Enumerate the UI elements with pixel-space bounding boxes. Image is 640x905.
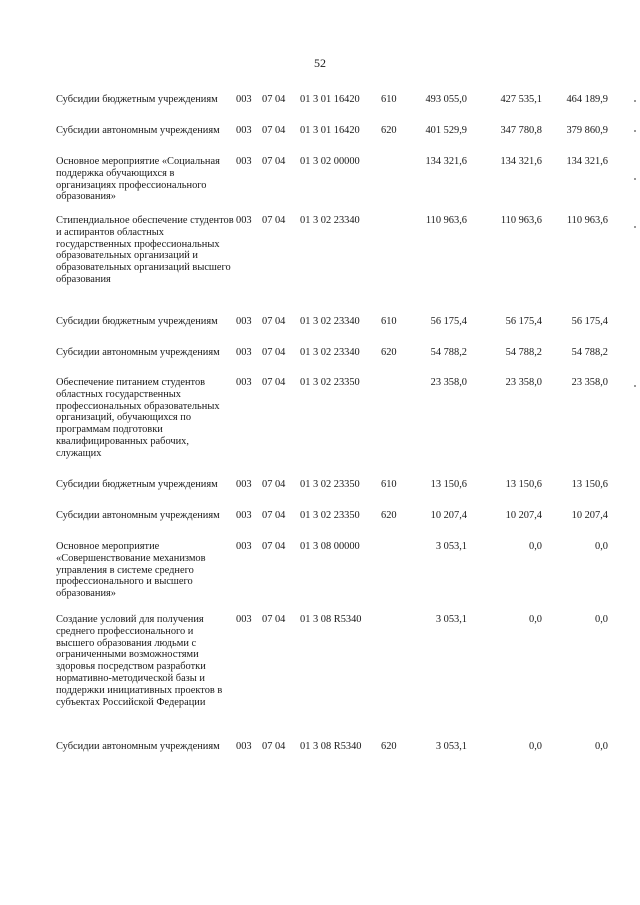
row-name: Создание условий для получения среднего профессионального и высшего образования людьми с ограниченными возможностями здоровья посредством разработки нормативно-методической базы и поддержки инициативных проектов в субъектах Российской Федерации (56, 614, 223, 708)
row-csr: 01 3 08 R5340 (300, 741, 362, 752)
row-gr: 003 (236, 741, 252, 752)
row-value-3: 0,0 (595, 741, 608, 752)
page-number: 52 (314, 56, 326, 70)
row-value-2: 347 780,8 (500, 125, 542, 136)
row-section: 07 04 (262, 510, 286, 521)
row-value-3: 56 175,4 (571, 316, 608, 327)
row-csr: 01 3 02 23340 (300, 215, 360, 226)
row-name: Субсидии автономным учреждениям (56, 741, 220, 752)
row-gr: 003 (236, 377, 252, 388)
row-gr: 003 (236, 215, 252, 226)
row-value-1: 493 055,0 (425, 94, 467, 105)
row-vr: 620 (381, 125, 397, 136)
row-value-3: 54 788,2 (571, 347, 608, 358)
row-value-2: 56 175,4 (505, 316, 542, 327)
row-section: 07 04 (262, 377, 286, 388)
row-gr: 003 (236, 347, 252, 358)
row-value-3: 0,0 (595, 614, 608, 625)
row-name: Стипендиальное обеспечение студентов и аспирантов областных государственных профессиональных образовательных организаций и образовательных организаций высшего образования (56, 215, 234, 285)
row-value-2: 13 150,6 (505, 479, 542, 490)
row-name: Основное мероприятие «Совершенствование механизмов управления в системе среднего профессионального и высшего образования» (56, 541, 206, 600)
row-vr: 620 (381, 347, 397, 358)
row-csr: 01 3 08 R5340 (300, 614, 362, 625)
row-value-3: 13 150,6 (571, 479, 608, 490)
row-value-1: 13 150,6 (430, 479, 467, 490)
row-value-3: 379 860,9 (566, 125, 608, 136)
row-gr: 003 (236, 316, 252, 327)
row-value-1: 3 053,1 (435, 541, 467, 552)
row-csr: 01 3 01 16420 (300, 125, 360, 136)
row-value-2: 10 207,4 (505, 510, 542, 521)
row-value-1: 23 358,0 (430, 377, 467, 388)
row-value-3: 10 207,4 (571, 510, 608, 521)
row-gr: 003 (236, 614, 252, 625)
row-gr: 003 (236, 510, 252, 521)
row-value-2: 54 788,2 (505, 347, 542, 358)
row-section: 07 04 (262, 614, 286, 625)
row-section: 07 04 (262, 156, 286, 167)
scan-speck (634, 100, 636, 102)
row-csr: 01 3 02 23350 (300, 479, 360, 490)
row-csr: 01 3 02 00000 (300, 156, 360, 167)
row-vr: 610 (381, 94, 397, 105)
row-gr: 003 (236, 94, 252, 105)
row-name: Обеспечение питанием студентов областных государственных профессиональных образовательных организаций, обучающихся по программам подготовки квалифицированных рабочих, служащих (56, 377, 220, 459)
row-vr: 610 (381, 479, 397, 490)
row-section: 07 04 (262, 347, 286, 358)
row-vr: 620 (381, 510, 397, 521)
row-section: 07 04 (262, 541, 286, 552)
row-csr: 01 3 08 00000 (300, 541, 360, 552)
row-csr: 01 3 02 23340 (300, 316, 360, 327)
row-gr: 003 (236, 125, 252, 136)
row-value-1: 3 053,1 (435, 614, 467, 625)
scan-speck (634, 226, 636, 228)
row-value-1: 54 788,2 (430, 347, 467, 358)
row-name: Субсидии бюджетным учреждениям (56, 479, 218, 490)
row-value-3: 0,0 (595, 541, 608, 552)
row-value-1: 10 207,4 (430, 510, 467, 521)
row-csr: 01 3 01 16420 (300, 94, 360, 105)
row-value-2: 110 963,6 (500, 215, 542, 226)
row-csr: 01 3 02 23340 (300, 347, 360, 358)
row-name: Субсидии бюджетным учреждениям (56, 316, 218, 327)
scan-speck (634, 178, 636, 180)
row-name: Субсидии автономным учреждениям (56, 347, 220, 358)
row-csr: 01 3 02 23350 (300, 510, 360, 521)
row-value-3: 464 189,9 (566, 94, 608, 105)
row-section: 07 04 (262, 94, 286, 105)
row-name: Основное мероприятие «Социальная поддержка обучающихся в организациях профессионального образования» (56, 156, 220, 203)
row-value-3: 110 963,6 (566, 215, 608, 226)
row-csr: 01 3 02 23350 (300, 377, 360, 388)
row-section: 07 04 (262, 215, 286, 226)
row-value-2: 0,0 (529, 741, 542, 752)
row-value-1: 401 529,9 (425, 125, 467, 136)
row-name: Субсидии бюджетным учреждениям (56, 94, 218, 105)
row-value-2: 427 535,1 (500, 94, 542, 105)
row-gr: 003 (236, 541, 252, 552)
row-vr: 610 (381, 316, 397, 327)
scan-speck (634, 130, 636, 132)
row-value-1: 56 175,4 (430, 316, 467, 327)
row-value-2: 23 358,0 (505, 377, 542, 388)
row-value-1: 3 053,1 (435, 741, 467, 752)
row-section: 07 04 (262, 479, 286, 490)
row-value-2: 0,0 (529, 614, 542, 625)
row-value-1: 110 963,6 (425, 215, 467, 226)
row-value-2: 0,0 (529, 541, 542, 552)
row-vr: 620 (381, 741, 397, 752)
row-name: Субсидии автономным учреждениям (56, 125, 220, 136)
row-value-2: 134 321,6 (500, 156, 542, 167)
row-section: 07 04 (262, 316, 286, 327)
row-value-3: 134 321,6 (566, 156, 608, 167)
row-value-3: 23 358,0 (571, 377, 608, 388)
row-section: 07 04 (262, 741, 286, 752)
row-section: 07 04 (262, 125, 286, 136)
row-value-1: 134 321,6 (425, 156, 467, 167)
row-gr: 003 (236, 479, 252, 490)
row-gr: 003 (236, 156, 252, 167)
row-name: Субсидии автономным учреждениям (56, 510, 220, 521)
scan-speck (634, 385, 636, 387)
